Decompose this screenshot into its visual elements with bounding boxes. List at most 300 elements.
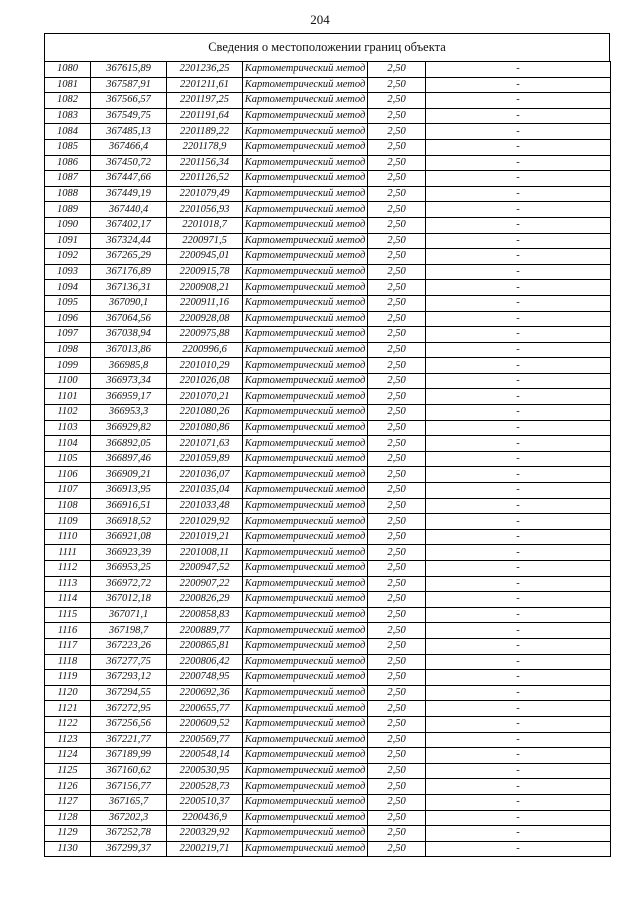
accuracy-value: 2,50 [368, 280, 426, 296]
coordinate-y: 2200996,6 [167, 342, 243, 358]
determination-method: Картометрический метод [243, 342, 368, 358]
coordinate-x: 366909,21 [91, 467, 167, 483]
table-row [45, 670, 611, 686]
table-row [45, 108, 611, 124]
table-row [45, 342, 611, 358]
description-value: - [426, 654, 611, 670]
accuracy-value: 2,50 [368, 77, 426, 93]
table-row [45, 716, 611, 732]
coordinate-x: 367324,44 [91, 233, 167, 249]
accuracy-value: 2,50 [368, 217, 426, 233]
point-number: 1114 [45, 592, 91, 608]
coordinate-y: 2200908,21 [167, 280, 243, 296]
description-value: - [426, 810, 611, 826]
determination-method: Картометрический метод [243, 62, 368, 78]
point-number: 1083 [45, 108, 91, 124]
table-row [45, 451, 611, 467]
accuracy-value: 2,50 [368, 405, 426, 421]
description-value: - [426, 545, 611, 561]
accuracy-value: 2,50 [368, 420, 426, 436]
accuracy-value: 2,50 [368, 436, 426, 452]
accuracy-value: 2,50 [368, 389, 426, 405]
description-value: - [426, 233, 611, 249]
coordinate-x: 367198,7 [91, 623, 167, 639]
determination-method: Картометрический метод [243, 311, 368, 327]
coordinate-y: 2201156,34 [167, 155, 243, 171]
description-value: - [426, 311, 611, 327]
accuracy-value: 2,50 [368, 561, 426, 577]
point-number: 1091 [45, 233, 91, 249]
coordinate-x: 366892,05 [91, 436, 167, 452]
coordinate-x: 366953,25 [91, 561, 167, 577]
determination-method: Картометрический метод [243, 295, 368, 311]
determination-method: Картометрический метод [243, 155, 368, 171]
determination-method: Картометрический метод [243, 779, 368, 795]
determination-method: Картометрический метод [243, 358, 368, 374]
point-number: 1081 [45, 77, 91, 93]
description-value: - [426, 249, 611, 265]
accuracy-value: 2,50 [368, 810, 426, 826]
point-number: 1126 [45, 779, 91, 795]
coordinate-y: 2200569,77 [167, 732, 243, 748]
coordinate-y: 2200911,16 [167, 295, 243, 311]
point-number: 1080 [45, 62, 91, 78]
point-number: 1124 [45, 748, 91, 764]
table-row [45, 171, 611, 187]
description-value: - [426, 171, 611, 187]
determination-method: Картометрический метод [243, 436, 368, 452]
accuracy-value: 2,50 [368, 202, 426, 218]
coordinate-x: 367013,86 [91, 342, 167, 358]
accuracy-value: 2,50 [368, 358, 426, 374]
coordinate-y: 2200748,95 [167, 670, 243, 686]
accuracy-value: 2,50 [368, 763, 426, 779]
coordinate-y: 2201197,25 [167, 93, 243, 109]
coordinate-x: 366921,08 [91, 529, 167, 545]
description-value: - [426, 716, 611, 732]
coordinate-x: 367447,66 [91, 171, 167, 187]
point-number: 1125 [45, 763, 91, 779]
determination-method: Картометрический метод [243, 685, 368, 701]
coordinate-x: 367223,26 [91, 638, 167, 654]
accuracy-value: 2,50 [368, 467, 426, 483]
point-number: 1130 [45, 841, 91, 857]
accuracy-value: 2,50 [368, 327, 426, 343]
description-value: - [426, 841, 611, 857]
coordinate-y: 2200510,37 [167, 794, 243, 810]
table-row [45, 545, 611, 561]
coordinate-x: 366918,52 [91, 514, 167, 530]
coordinate-y: 2201056,93 [167, 202, 243, 218]
coordinate-x: 367221,77 [91, 732, 167, 748]
table-row [45, 311, 611, 327]
accuracy-value: 2,50 [368, 373, 426, 389]
description-value: - [426, 701, 611, 717]
table-row [45, 436, 611, 452]
description-value: - [426, 638, 611, 654]
table-row [45, 576, 611, 592]
accuracy-value: 2,50 [368, 155, 426, 171]
table-row [45, 748, 611, 764]
determination-method: Картометрический метод [243, 373, 368, 389]
point-number: 1096 [45, 311, 91, 327]
table-row [45, 358, 611, 374]
coordinate-y: 2200548,14 [167, 748, 243, 764]
accuracy-value: 2,50 [368, 139, 426, 155]
coordinate-y: 2200692,36 [167, 685, 243, 701]
table-row [45, 249, 611, 265]
description-value: - [426, 451, 611, 467]
determination-method: Картометрический метод [243, 810, 368, 826]
table-row [45, 732, 611, 748]
determination-method: Картометрический метод [243, 451, 368, 467]
table-row [45, 514, 611, 530]
determination-method: Картометрический метод [243, 561, 368, 577]
accuracy-value: 2,50 [368, 498, 426, 514]
description-value: - [426, 498, 611, 514]
point-number: 1095 [45, 295, 91, 311]
coordinates-table [44, 61, 611, 857]
accuracy-value: 2,50 [368, 841, 426, 857]
accuracy-value: 2,50 [368, 311, 426, 327]
accuracy-value: 2,50 [368, 93, 426, 109]
point-number: 1097 [45, 327, 91, 343]
point-number: 1103 [45, 420, 91, 436]
determination-method: Картометрический метод [243, 420, 368, 436]
accuracy-value: 2,50 [368, 124, 426, 140]
accuracy-value: 2,50 [368, 607, 426, 623]
description-value: - [426, 327, 611, 343]
description-value: - [426, 77, 611, 93]
description-value: - [426, 420, 611, 436]
point-number: 1088 [45, 186, 91, 202]
coordinate-x: 367256,56 [91, 716, 167, 732]
table-row [45, 607, 611, 623]
description-value: - [426, 93, 611, 109]
accuracy-value: 2,50 [368, 483, 426, 499]
point-number: 1102 [45, 405, 91, 421]
table-row [45, 794, 611, 810]
coordinate-x: 367485,13 [91, 124, 167, 140]
accuracy-value: 2,50 [368, 451, 426, 467]
coordinate-y: 2200945,01 [167, 249, 243, 265]
description-value: - [426, 389, 611, 405]
coordinate-y: 2200865,81 [167, 638, 243, 654]
table-row [45, 623, 611, 639]
coordinate-x: 367294,55 [91, 685, 167, 701]
determination-method: Картометрический метод [243, 794, 368, 810]
point-number: 1122 [45, 716, 91, 732]
table-row [45, 280, 611, 296]
accuracy-value: 2,50 [368, 779, 426, 795]
determination-method: Картометрический метод [243, 77, 368, 93]
determination-method: Картометрический метод [243, 186, 368, 202]
coordinate-x: 367189,99 [91, 748, 167, 764]
coordinate-x: 366959,17 [91, 389, 167, 405]
description-value: - [426, 280, 611, 296]
coordinate-y: 2200915,78 [167, 264, 243, 280]
coordinate-x: 367402,17 [91, 217, 167, 233]
coordinate-y: 2201211,61 [167, 77, 243, 93]
accuracy-value: 2,50 [368, 108, 426, 124]
coordinate-y: 2201059,89 [167, 451, 243, 467]
table-row [45, 561, 611, 577]
coordinate-x: 367299,37 [91, 841, 167, 857]
coordinate-y: 2200530,95 [167, 763, 243, 779]
description-value: - [426, 794, 611, 810]
coordinate-y: 2200219,71 [167, 841, 243, 857]
description-value: - [426, 358, 611, 374]
description-value: - [426, 62, 611, 78]
table-row [45, 638, 611, 654]
determination-method: Картометрический метод [243, 217, 368, 233]
point-number: 1085 [45, 139, 91, 155]
determination-method: Картометрический метод [243, 498, 368, 514]
point-number: 1086 [45, 155, 91, 171]
coordinate-x: 366897,46 [91, 451, 167, 467]
determination-method: Картометрический метод [243, 841, 368, 857]
accuracy-value: 2,50 [368, 748, 426, 764]
determination-method: Картометрический метод [243, 139, 368, 155]
point-number: 1109 [45, 514, 91, 530]
determination-method: Картометрический метод [243, 389, 368, 405]
table-row [45, 841, 611, 857]
determination-method: Картометрический метод [243, 514, 368, 530]
table-row [45, 405, 611, 421]
description-value: - [426, 779, 611, 795]
description-value: - [426, 295, 611, 311]
accuracy-value: 2,50 [368, 670, 426, 686]
description-value: - [426, 202, 611, 218]
coordinate-y: 2201080,26 [167, 405, 243, 421]
coordinate-x: 367064,56 [91, 311, 167, 327]
accuracy-value: 2,50 [368, 623, 426, 639]
coordinate-x: 367265,29 [91, 249, 167, 265]
point-number: 1128 [45, 810, 91, 826]
description-value: - [426, 592, 611, 608]
coordinate-x: 367156,77 [91, 779, 167, 795]
page-number: 204 [310, 12, 330, 27]
table-row [45, 295, 611, 311]
coordinate-y: 2200609,52 [167, 716, 243, 732]
coordinate-x: 366985,8 [91, 358, 167, 374]
accuracy-value: 2,50 [368, 186, 426, 202]
description-value: - [426, 483, 611, 499]
point-number: 1089 [45, 202, 91, 218]
coordinate-x: 367071,1 [91, 607, 167, 623]
determination-method: Картометрический метод [243, 529, 368, 545]
determination-method: Картометрический метод [243, 249, 368, 265]
section-title: Сведения о местоположении границ объекта [44, 33, 610, 61]
determination-method: Картометрический метод [243, 623, 368, 639]
coordinate-x: 367293,12 [91, 670, 167, 686]
table-row [45, 498, 611, 514]
table-row [45, 93, 611, 109]
accuracy-value: 2,50 [368, 342, 426, 358]
coordinate-y: 2201026,08 [167, 373, 243, 389]
accuracy-value: 2,50 [368, 794, 426, 810]
description-value: - [426, 108, 611, 124]
description-value: - [426, 155, 611, 171]
boundary-sheet [44, 33, 610, 857]
coordinate-x: 366929,82 [91, 420, 167, 436]
coordinates-table-body [45, 62, 611, 857]
point-number: 1100 [45, 373, 91, 389]
determination-method: Картометрический метод [243, 483, 368, 499]
coordinate-y: 2201070,21 [167, 389, 243, 405]
coordinate-x: 367252,78 [91, 826, 167, 842]
determination-method: Картометрический метод [243, 732, 368, 748]
table-row [45, 685, 611, 701]
table-row [45, 233, 611, 249]
point-number: 1115 [45, 607, 91, 623]
coordinate-y: 2201236,25 [167, 62, 243, 78]
point-number: 1117 [45, 638, 91, 654]
determination-method: Картометрический метод [243, 576, 368, 592]
table-row [45, 62, 611, 78]
coordinate-x: 367277,75 [91, 654, 167, 670]
determination-method: Картометрический метод [243, 607, 368, 623]
coordinate-x: 367615,89 [91, 62, 167, 78]
coordinate-x: 366953,3 [91, 405, 167, 421]
determination-method: Картометрический метод [243, 701, 368, 717]
description-value: - [426, 576, 611, 592]
point-number: 1093 [45, 264, 91, 280]
table-row [45, 124, 611, 140]
coordinate-y: 2200826,29 [167, 592, 243, 608]
table-row [45, 217, 611, 233]
point-number: 1127 [45, 794, 91, 810]
coordinate-y: 2201080,86 [167, 420, 243, 436]
coordinate-y: 2201029,92 [167, 514, 243, 530]
accuracy-value: 2,50 [368, 638, 426, 654]
accuracy-value: 2,50 [368, 701, 426, 717]
table-row [45, 467, 611, 483]
accuracy-value: 2,50 [368, 716, 426, 732]
point-number: 1084 [45, 124, 91, 140]
point-number: 1113 [45, 576, 91, 592]
accuracy-value: 2,50 [368, 171, 426, 187]
point-number: 1121 [45, 701, 91, 717]
point-number: 1129 [45, 826, 91, 842]
description-value: - [426, 405, 611, 421]
determination-method: Картометрический метод [243, 280, 368, 296]
determination-method: Картометрический метод [243, 826, 368, 842]
coordinate-x: 367038,94 [91, 327, 167, 343]
table-row [45, 701, 611, 717]
description-value: - [426, 685, 611, 701]
description-value: - [426, 732, 611, 748]
coordinate-y: 2200806,42 [167, 654, 243, 670]
description-value: - [426, 467, 611, 483]
point-number: 1111 [45, 545, 91, 561]
accuracy-value: 2,50 [368, 732, 426, 748]
table-row [45, 373, 611, 389]
description-value: - [426, 763, 611, 779]
point-number: 1104 [45, 436, 91, 452]
coordinate-y: 2200975,88 [167, 327, 243, 343]
determination-method: Картометрический метод [243, 545, 368, 561]
table-row [45, 139, 611, 155]
coordinate-x: 367160,62 [91, 763, 167, 779]
point-number: 1090 [45, 217, 91, 233]
coordinate-x: 367566,57 [91, 93, 167, 109]
coordinate-y: 2201126,52 [167, 171, 243, 187]
coordinate-y: 2201033,48 [167, 498, 243, 514]
table-row [45, 592, 611, 608]
accuracy-value: 2,50 [368, 233, 426, 249]
coordinate-y: 2201018,7 [167, 217, 243, 233]
determination-method: Картометрический метод [243, 108, 368, 124]
accuracy-value: 2,50 [368, 514, 426, 530]
description-value: - [426, 670, 611, 686]
coordinate-y: 2200928,08 [167, 311, 243, 327]
point-number: 1110 [45, 529, 91, 545]
point-number: 1082 [45, 93, 91, 109]
table-row [45, 389, 611, 405]
coordinate-y: 2200436,9 [167, 810, 243, 826]
accuracy-value: 2,50 [368, 576, 426, 592]
table-row [45, 483, 611, 499]
description-value: - [426, 264, 611, 280]
determination-method: Картометрический метод [243, 638, 368, 654]
table-row [45, 826, 611, 842]
table-row [45, 264, 611, 280]
coordinate-x: 367136,31 [91, 280, 167, 296]
table-row [45, 202, 611, 218]
coordinate-y: 2201036,07 [167, 467, 243, 483]
description-value: - [426, 436, 611, 452]
coordinate-y: 2201189,22 [167, 124, 243, 140]
coordinate-x: 367549,75 [91, 108, 167, 124]
coordinate-y: 2201010,29 [167, 358, 243, 374]
point-number: 1112 [45, 561, 91, 577]
point-number: 1123 [45, 732, 91, 748]
determination-method: Картометрический метод [243, 670, 368, 686]
determination-method: Картометрический метод [243, 233, 368, 249]
coordinate-x: 366923,39 [91, 545, 167, 561]
coordinate-x: 367466,4 [91, 139, 167, 155]
description-value: - [426, 826, 611, 842]
determination-method: Картометрический метод [243, 327, 368, 343]
determination-method: Картометрический метод [243, 124, 368, 140]
coordinate-y: 2200971,5 [167, 233, 243, 249]
point-number: 1099 [45, 358, 91, 374]
description-value: - [426, 748, 611, 764]
description-value: - [426, 514, 611, 530]
point-number: 1092 [45, 249, 91, 265]
coordinate-y: 2200528,73 [167, 779, 243, 795]
accuracy-value: 2,50 [368, 592, 426, 608]
point-number: 1120 [45, 685, 91, 701]
determination-method: Картометрический метод [243, 592, 368, 608]
table-row [45, 327, 611, 343]
point-number: 1107 [45, 483, 91, 499]
coordinate-y: 2201191,64 [167, 108, 243, 124]
coordinate-y: 2200907,22 [167, 576, 243, 592]
coordinate-x: 366913,95 [91, 483, 167, 499]
point-number: 1106 [45, 467, 91, 483]
table-row [45, 810, 611, 826]
coordinate-x: 367090,1 [91, 295, 167, 311]
table-row [45, 654, 611, 670]
coordinate-y: 2201079,49 [167, 186, 243, 202]
determination-method: Картометрический метод [243, 405, 368, 421]
point-number: 1116 [45, 623, 91, 639]
table-row [45, 77, 611, 93]
coordinate-x: 367165,7 [91, 794, 167, 810]
coordinate-x: 367440,4 [91, 202, 167, 218]
